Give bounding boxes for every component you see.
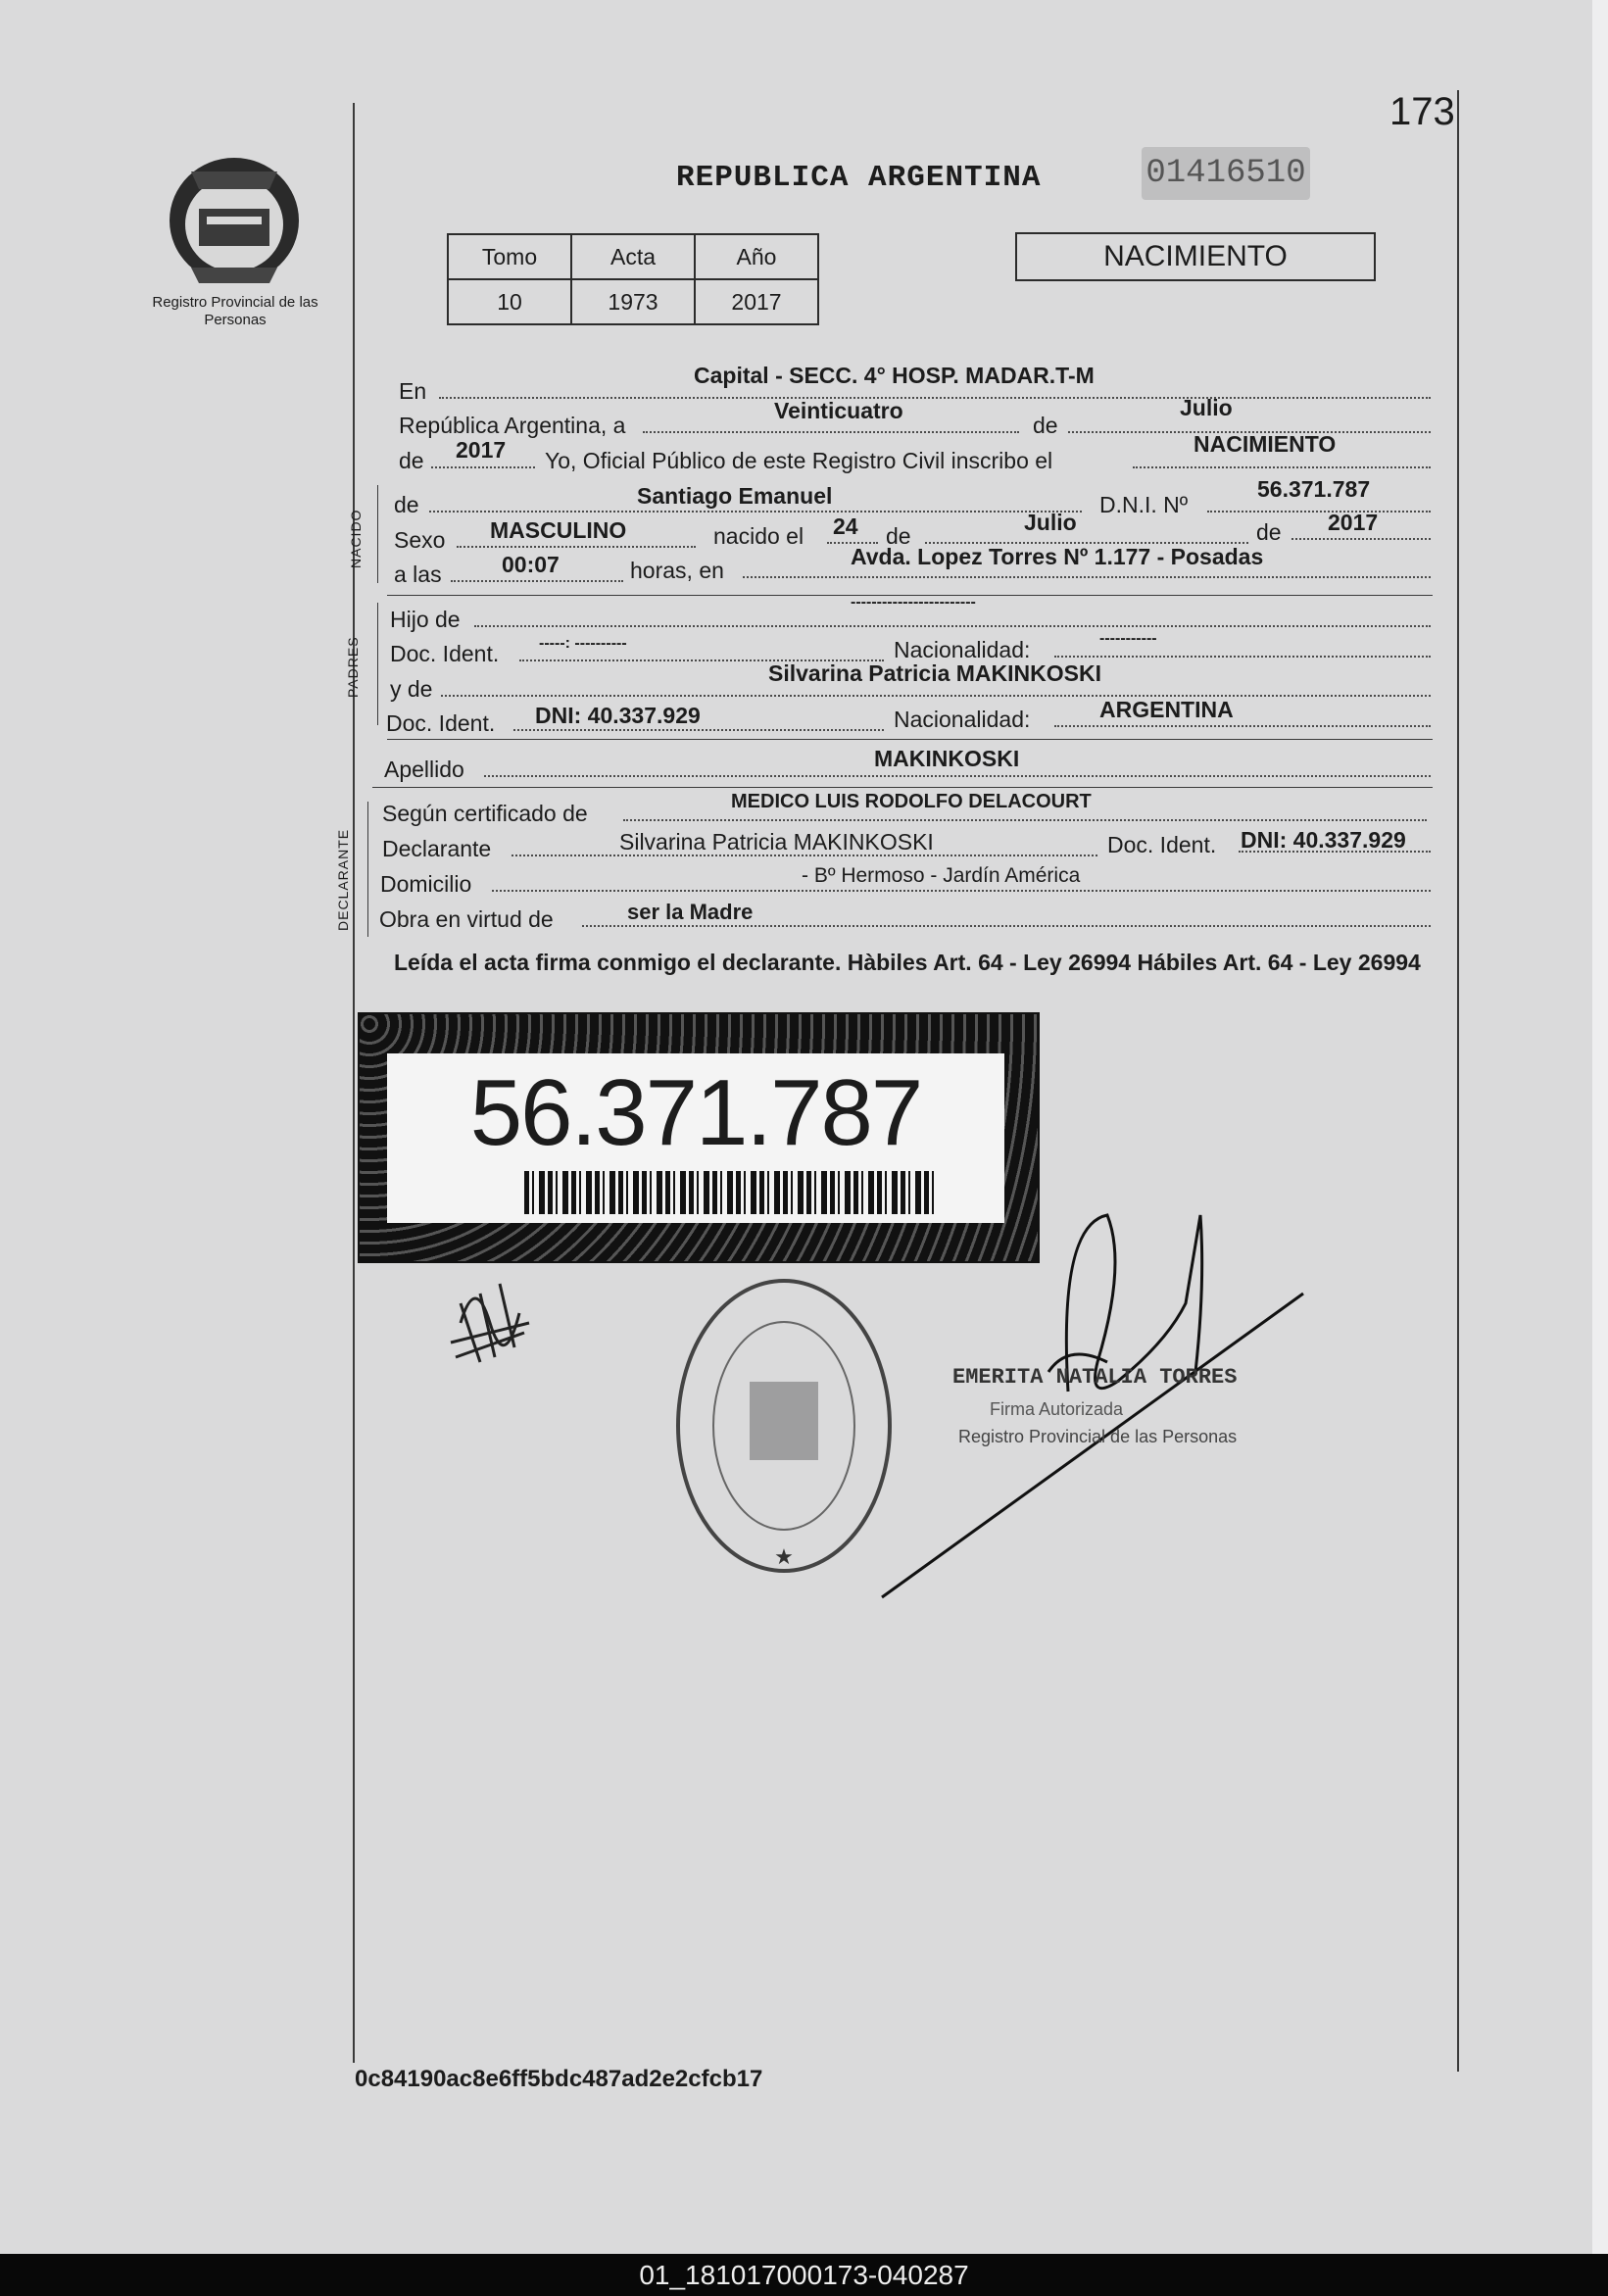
month-value: Julio bbox=[1180, 395, 1233, 420]
section-label-padres: PADRES bbox=[345, 636, 361, 698]
document-hash: 0c84190ac8e6ff5bdc487ad2e2cfcb17 bbox=[355, 2066, 763, 2092]
header-tomo: Tomo bbox=[448, 234, 571, 279]
newborn-dni: 56.371.787 bbox=[1257, 476, 1371, 502]
apellido-value: MAKINKOSKI bbox=[874, 746, 1020, 771]
horas-label: horas, en bbox=[630, 558, 724, 583]
de-label: de bbox=[886, 523, 911, 549]
closing-note: Leída el acta firma conmigo el declarante. Hàbiles Art. 64 - Ley 26994 Hábiles Art. 64 - Ley 26994 bbox=[394, 950, 1421, 975]
inscribed-value: NACIMIENTO bbox=[1194, 431, 1337, 457]
y-de-label: y de bbox=[390, 676, 433, 702]
newborn-name: Santiago Emanuel bbox=[637, 483, 833, 509]
sticker-panel bbox=[387, 1053, 1004, 1223]
section-divider bbox=[367, 802, 368, 937]
logo-caption: Registro Provincial de las Personas bbox=[152, 294, 318, 328]
svg-text:★: ★ bbox=[774, 1544, 794, 1569]
table-row bbox=[448, 234, 818, 279]
official-round-stamp-icon bbox=[671, 1274, 897, 1583]
declarante-doc: DNI: 40.337.929 bbox=[1241, 827, 1406, 853]
value-tomo: 10 bbox=[448, 279, 571, 324]
page-edge bbox=[1592, 0, 1608, 2254]
value-anio: 2017 bbox=[695, 279, 818, 324]
birth-year: 2017 bbox=[1328, 510, 1379, 535]
left-margin-line bbox=[353, 103, 355, 2063]
initials-mark-icon bbox=[441, 1264, 539, 1377]
birth-address: Avda. Lopez Torres Nº 1.177 - Posadas bbox=[851, 544, 1264, 569]
serial-number: 01416510 bbox=[1142, 147, 1310, 200]
a-las-label: a las bbox=[394, 562, 442, 587]
obra-value: ser la Madre bbox=[627, 900, 754, 924]
dni-label: D.N.I. Nº bbox=[1099, 492, 1189, 517]
declarante-label: Declarante bbox=[382, 836, 492, 861]
sticker-number: 56.371.787 bbox=[469, 1060, 922, 1165]
right-margin-line bbox=[1457, 90, 1459, 2072]
father-nationality: ----------- bbox=[1099, 630, 1157, 647]
birth-time: 00:07 bbox=[502, 552, 560, 577]
registry-table bbox=[447, 233, 819, 325]
hijo-label: Hijo de bbox=[390, 607, 461, 632]
signatory-title: Firma Autorizada bbox=[990, 1399, 1124, 1419]
republic-label: República Argentina, a bbox=[399, 413, 626, 438]
year-value: 2017 bbox=[456, 437, 507, 463]
signatory-office: Registro Provincial de las Personas bbox=[958, 1427, 1238, 1446]
sexo-value: MASCULINO bbox=[490, 517, 627, 543]
footer-id: 01_181017000173-040287 bbox=[0, 2254, 1608, 2296]
cert-label: Según certificado de bbox=[382, 801, 588, 826]
signatory-name: EMERITA NATALIA TORRES bbox=[952, 1365, 1238, 1390]
mother-nationality: ARGENTINA bbox=[1099, 697, 1234, 722]
header-anio: Año bbox=[695, 234, 818, 279]
section-separator bbox=[372, 787, 1433, 788]
obra-label: Obra en virtud de bbox=[379, 906, 554, 932]
page-number: 173 bbox=[1389, 90, 1455, 133]
value-acta: 1973 bbox=[571, 279, 695, 324]
sexo-label: Sexo bbox=[394, 527, 446, 553]
birth-month: Julio bbox=[1024, 510, 1077, 535]
provincial-seal-icon bbox=[162, 152, 307, 289]
nacido-el-label: nacido el bbox=[713, 523, 804, 549]
domicilio-label: Domicilio bbox=[380, 871, 472, 897]
en-label: En bbox=[399, 378, 427, 404]
de-label: de bbox=[399, 448, 424, 473]
table-row bbox=[448, 279, 818, 324]
domicilio-value: - Bº Hermoso - Jardín América bbox=[802, 864, 1081, 887]
nacionalidad-label: Nacionalidad: bbox=[894, 637, 1031, 662]
father-doc: -----: ---------- bbox=[539, 635, 627, 652]
mother-doc: DNI: 40.337.929 bbox=[535, 703, 701, 728]
declarante-name: Silvarina Patricia MAKINKOSKI bbox=[619, 829, 934, 855]
day-text: Veinticuatro bbox=[774, 398, 903, 423]
country-title: REPUBLICA ARGENTINA bbox=[676, 161, 1042, 195]
de-label: de bbox=[394, 492, 419, 517]
section-divider bbox=[377, 603, 378, 725]
de-label: de bbox=[1256, 519, 1282, 545]
apellido-label: Apellido bbox=[384, 757, 464, 782]
official-text: Yo, Oficial Público de este Registro Civil inscribo el bbox=[545, 448, 1053, 473]
doc-ident-label: Doc. Ident. bbox=[390, 641, 500, 666]
section-label-declarante: DECLARANTE bbox=[335, 828, 351, 931]
de-label: de bbox=[1033, 413, 1058, 438]
mother-name: Silvarina Patricia MAKINKOSKI bbox=[768, 660, 1101, 686]
place-value: Capital - SECC. 4° HOSP. MADAR.T-M bbox=[694, 363, 1095, 388]
cert-value: MEDICO LUIS RODOLFO DELACOURT bbox=[731, 791, 1092, 812]
section-divider bbox=[377, 485, 378, 583]
doc-ident-label: Doc. Ident. bbox=[386, 710, 496, 736]
act-type-box: NACIMIENTO bbox=[1015, 232, 1376, 281]
birth-day: 24 bbox=[833, 513, 858, 539]
doc-ident-label: Doc. Ident. bbox=[1107, 832, 1217, 857]
section-label-nacido: NACIDO bbox=[348, 509, 364, 568]
nacionalidad-label: Nacionalidad: bbox=[894, 707, 1031, 732]
section-separator bbox=[387, 739, 1433, 740]
father-name: ------------------------ bbox=[851, 594, 976, 611]
header-acta: Acta bbox=[571, 234, 695, 279]
